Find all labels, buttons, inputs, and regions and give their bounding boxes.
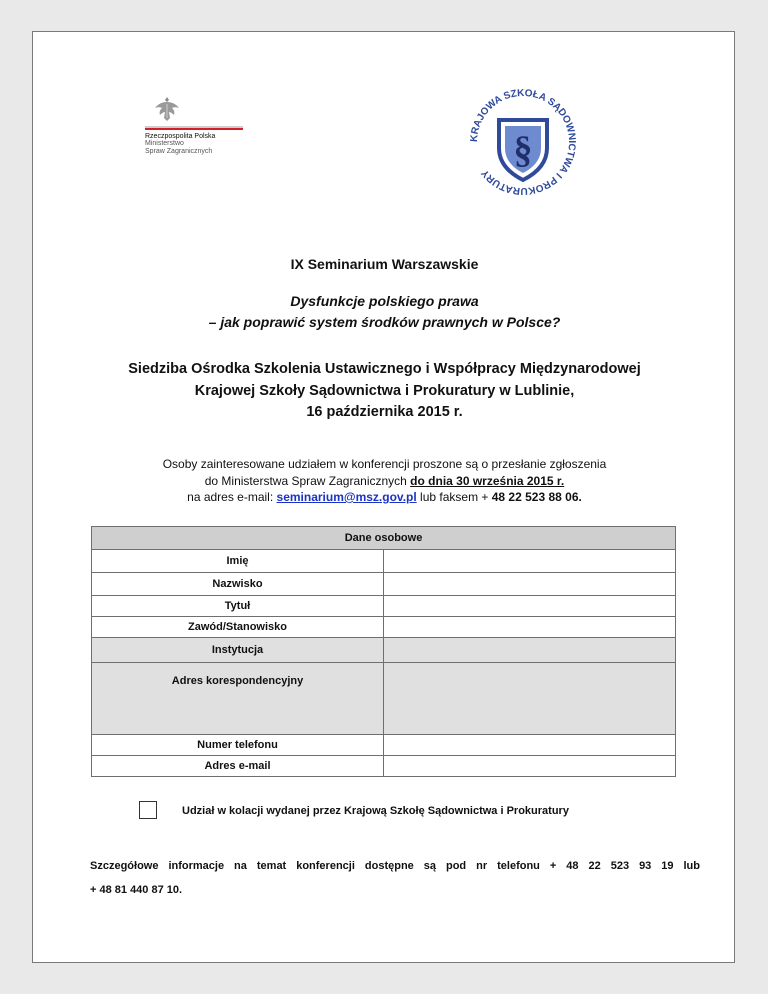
table-header: Dane osobowe [92, 527, 676, 550]
field-phone[interactable] [384, 735, 676, 756]
field-occupation[interactable] [384, 617, 676, 638]
ministry-line3: Spraw Zagranicznych [145, 148, 213, 155]
label-last-name: Nazwisko [92, 573, 384, 596]
venue-line1: Siedziba Ośrodka Szkolenia Ustawicznego i Współpracy Międzynarodowej [128, 361, 641, 377]
field-email[interactable] [384, 756, 676, 777]
email-link[interactable]: seminarium@msz.gov.pl [276, 490, 417, 504]
field-institution[interactable] [384, 638, 676, 663]
field-last-name[interactable] [384, 573, 676, 596]
school-ring-text: KRAJOWA SZKOŁA SĄDOWNICTWA I PROKURATURY [468, 87, 578, 197]
intro-line3-prefix: na adres e-mail: [187, 490, 277, 504]
label-institution: Instytucja [92, 638, 384, 663]
ministry-red-stripe [145, 128, 243, 130]
venue-line2: Krajowej Szkoły Sądownictwa i Prokuratury w Lublinie, [194, 383, 575, 399]
ministry-logo [145, 94, 255, 156]
label-address [92, 663, 384, 735]
svg-text:§: § [513, 129, 533, 171]
field-title[interactable] [384, 596, 676, 617]
intro-line2-prefix: do Ministerstwa Spraw Zagranicznych [204, 474, 411, 488]
dinner-checkbox[interactable] [139, 801, 157, 819]
fax-number: 48 22 523 88 06. [491, 490, 582, 504]
school-emblem [463, 82, 583, 202]
school-logo [463, 82, 583, 202]
label-phone: Numer telefonu [92, 735, 384, 756]
seminar-subtitle-line1: Dysfunkcje polskiego prawa [290, 293, 479, 309]
ministry-line2: Ministerstwo [145, 140, 184, 147]
document-page [32, 31, 735, 963]
field-address[interactable] [384, 663, 676, 735]
label-address-text: Adres korespondencyjny [171, 675, 304, 687]
dinner-checkbox-label: Udział w kolacji wydanej przez Krajową Szkołę Sądownictwa i Prokuratury [182, 805, 569, 817]
label-title: Tytuł [92, 596, 384, 617]
deadline: do dnia 30 września 2015 r. [410, 474, 565, 488]
field-first-name[interactable] [384, 550, 676, 573]
label-email: Adres e-mail [92, 756, 384, 777]
seminar-subtitle-line2: – jak poprawić system środków prawnych w Polsce? [208, 314, 561, 330]
personal-data-table [91, 526, 676, 777]
intro-line2 [33, 474, 735, 489]
intro-line3-mid: lub faksem + [416, 490, 492, 504]
footer-line1: Szczegółowe informacje na temat konferencji dostępne są pod nr telefonu + 48 22 523 93 19 lub [90, 860, 700, 872]
intro-line3 [33, 490, 735, 505]
intro-line1: Osoby zainteresowane udziałem w konferencji proszone są o przesłanie zgłoszenia [162, 457, 607, 471]
polish-eagle-icon [152, 94, 182, 124]
label-first-name: Imię [92, 550, 384, 573]
footer-line2: + 48 81 440 87 10. [90, 884, 183, 896]
paragraph-emblem-icon [499, 120, 547, 180]
label-occupation: Zawód/Stanowisko [92, 617, 384, 638]
ministry-name: Rzeczpospolita Polska [145, 133, 216, 140]
venue-date: 16 października 2015 r. [306, 404, 463, 420]
seminar-title: IX Seminarium Warszawskie [290, 256, 479, 272]
